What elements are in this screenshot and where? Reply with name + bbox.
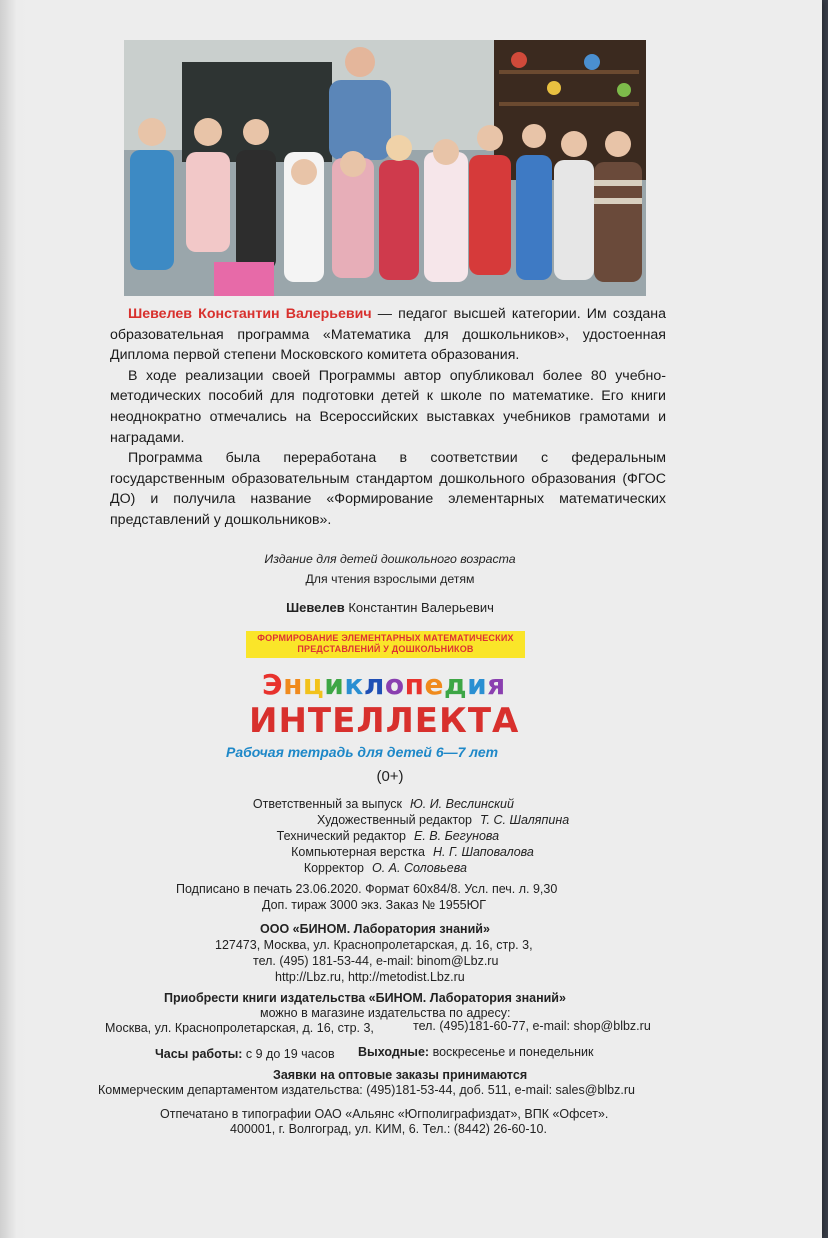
reading-note: Для чтения взрослыми детям <box>305 572 475 586</box>
title-letter: я <box>487 668 506 701</box>
author-name: Шевелев Константин Валерьевич <box>128 306 372 322</box>
publisher-address: 127473, Москва, ул. Краснопролетарская, д. 16, стр. 3, <box>215 938 533 952</box>
title-letter: и <box>324 668 345 701</box>
edition-note: Издание для детей дошкольного возраста <box>264 552 516 566</box>
bio-paragraph-3: Программа была переработана в соответствии с федеральным государственным образовательным стандартом дошкольного образования (ФГОС ДО) и получила название «Формирование элементарных математических представлений у дошкольников». <box>110 450 666 528</box>
credit-name: О. А. Соловьева <box>372 861 467 875</box>
credit-role: Компьютерная верстка <box>291 845 425 859</box>
shop-subtitle: можно в магазине издательства по адресу: <box>260 1006 511 1020</box>
book-title-line-1 <box>262 668 506 701</box>
page-curl-shadow <box>0 0 28 1238</box>
title-letter: ц <box>302 668 325 701</box>
credit-role: Корректор <box>303 861 364 875</box>
age-rating: (0+) <box>376 768 404 785</box>
author-photo <box>124 40 646 296</box>
shop-days-off: Выходные: воскресенье и понедельник <box>358 1045 594 1059</box>
credit-row <box>0 797 402 811</box>
publisher-name: ООО «БИНОМ. Лаборатория знаний» <box>260 922 490 936</box>
shop-hours: Часы работы: с 9 до 19 часов <box>155 1047 335 1061</box>
shop-address: Москва, ул. Краснопролетарская, д. 16, стр. 3, <box>105 1021 374 1035</box>
title-letter: к <box>344 668 364 701</box>
title-letter: и <box>467 668 488 701</box>
credit-name: Ю. И. Веслинский <box>410 797 514 811</box>
credit-role: Ответственный за выпуск <box>252 797 402 811</box>
title-letter: Э <box>262 668 284 701</box>
book-title-line-2: ИНТЕЛЛЕКТА <box>249 701 520 741</box>
print-info-line-2: Доп. тираж 3000 экз. Заказ № 1955ЮГ <box>262 898 487 912</box>
author-bio <box>110 304 666 531</box>
author-line: Шевелев Константин Валерьевич <box>286 600 494 615</box>
printer-address: 400001, г. Волгоград, ул. КИМ, 6. Тел.: (8442) 26-60-10. <box>230 1122 547 1136</box>
shop-contacts: тел. (495)181-60-77, e-mail: shop@blbz.ru <box>413 1019 651 1033</box>
printer-name: Отпечатано в типографии ОАО «Альянс «Югполиграфиздат», ВПК «Офсет». <box>160 1107 609 1121</box>
publisher-sites: http://Lbz.ru, http://metodist.Lbz.ru <box>275 970 465 984</box>
bio-paragraph-2: В ходе реализации своей Программы автор опубликовал более 80 учебно-методических пособий для подготовки детей к школе по математике. Его книги неоднократно отмечались на Всероссийских выставках учебников грамотами и наградами. <box>110 367 666 446</box>
credit-row <box>0 829 406 843</box>
title-letter: н <box>283 668 303 701</box>
series-banner <box>246 631 525 658</box>
bio-paragraph-1: Шевелев Константин Валерьевич — педагог высшей категории. Им создана образовательная программа «Математика для дошкольников», удостоенная Диплома первой степени Московского комитета образования. <box>110 306 666 364</box>
credit-row <box>0 861 364 875</box>
title-letter: е <box>424 668 444 701</box>
credit-name: Е. В. Бегунова <box>414 829 500 843</box>
credit-role: Технический редактор <box>276 829 406 843</box>
credit-row <box>0 845 425 859</box>
credit-name: Н. Г. Шаповалова <box>433 845 534 859</box>
series-banner-line-1: ФОРМИРОВАНИЕ ЭЛЕМЕНТАРНЫХ МАТЕМАТИЧЕСКИХ <box>257 633 514 643</box>
print-info-line-1: Подписано в печать 23.06.2020. Формат 60х84/8. Усл. печ. л. 9,30 <box>176 882 558 896</box>
title-letter: д <box>443 668 468 701</box>
publisher-contacts: тел. (495) 181-53-44, e-mail: binom@Lbz.ru <box>253 954 499 968</box>
classroom-photo-illustration <box>124 40 646 296</box>
title-letter: л <box>363 668 385 701</box>
shop-title: Приобрести книги издательства «БИНОМ. Лаборатория знаний» <box>164 991 566 1005</box>
title-letter: о <box>384 668 405 701</box>
wholesale-contacts: Коммерческим департаментом издательства: (495)181-53-44, доб. 511, e-mail: sales@blbz.ru <box>98 1083 635 1097</box>
title-letter: п <box>404 668 425 701</box>
series-banner-line-2: ПРЕДСТАВЛЕНИЙ У ДОШКОЛЬНИКОВ <box>297 644 474 654</box>
credit-role: Художественный редактор <box>317 813 472 827</box>
credit-name: Т. С. Шаляпина <box>480 813 570 827</box>
book-subtitle: Рабочая тетрадь для детей 6—7 лет <box>226 744 499 760</box>
credit-row <box>0 813 472 827</box>
wholesale-title: Заявки на оптовые заказы принимаются <box>273 1068 528 1082</box>
